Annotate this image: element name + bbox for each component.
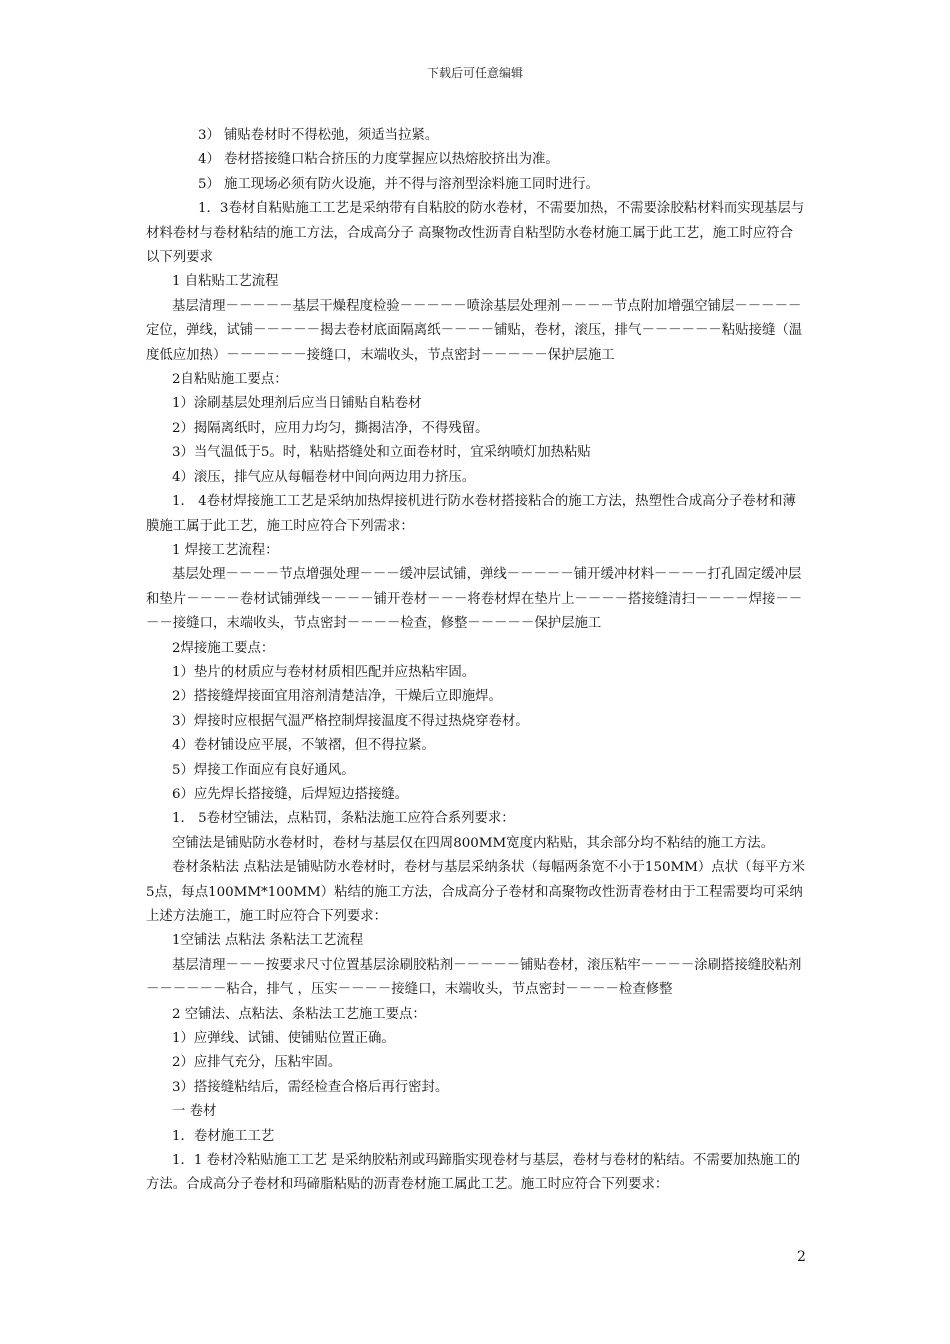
document-body <box>146 124 806 1198</box>
paragraph <box>146 539 806 563</box>
paragraph-text: 基层清理－－－按要求尺寸位置基层涂刷胶粘剂－－－－－铺贴卷材，滚压粘牢－－－－涂刷搭接缝胶粘剂－－－－－－粘合，排气 ，压实－－－－接缝口，末端收头，节点密封－－－－检查修整 <box>146 957 802 998</box>
paragraph-text: 1空铺法 点粘法 条粘法工艺流程 <box>172 933 364 949</box>
paragraph-text: 施工现场必须有防火设施，并不得与溶剂型涂料施工同时进行。 <box>224 176 599 192</box>
item-number: 3） <box>198 128 220 143</box>
paragraph <box>146 832 806 856</box>
page-header: 下载后可任意编辑 <box>426 66 523 80</box>
paragraph <box>146 417 806 441</box>
paragraph <box>146 466 806 490</box>
paragraph-text: 1． 5卷材空铺法，点粘罚，条粘法施工应符合系列要求： <box>172 811 515 827</box>
paragraph <box>146 124 806 148</box>
paragraph <box>146 197 806 270</box>
paragraph <box>146 637 806 661</box>
paragraph-text: 基层清理－－－－－基层干燥程度检验－－－－－喷涂基层处理剂－－－－节点附加增强空铺层－－－－－定位，弹线，试铺－－－－－揭去卷材底面隔离纸－－－－铺贴，卷材，滚压，排气－－－－－－粘贴接缝（温度低应加热）－－－－－－接缝口，末端收头，节点密封－－－－－保护层施工 <box>146 298 803 363</box>
paragraph-text: 1．卷材施工工艺 <box>172 1128 275 1144</box>
paragraph-text: 1 自粘贴工艺流程 <box>172 274 279 290</box>
paragraph <box>146 270 806 294</box>
paragraph-text: 卷材搭接缝口粘合挤压的力度掌握应以热熔胶挤出为准。 <box>224 152 559 168</box>
page-number: 2 <box>797 1249 806 1265</box>
paragraph <box>146 1149 806 1198</box>
paragraph-text: 1． 4卷材焊接施工工艺是采纳加热焊接机进行防水卷材搭接粘合的施工方法，热塑性合成高分子卷材和薄膜施工属于此工艺，施工时应符合下列需求： <box>146 494 796 534</box>
item-number: 1．3 <box>198 201 229 217</box>
paragraph-text: 2自粘贴施工要点： <box>172 372 288 388</box>
paragraph-text: 2）揭隔离纸时，应用力均匀，撕揭洁净，不得残留。 <box>172 420 489 436</box>
paragraph <box>146 1100 806 1124</box>
paragraph <box>146 441 806 465</box>
paragraph-text: 空铺法是铺贴防水卷材时，卷材与基层仅在四周800MM宽度内粘贴，其余部分均不粘结的施工方法。 <box>172 835 774 851</box>
paragraph-text: 1．1 卷材冷粘贴施工工艺 是采纳胶粘剂或玛蹄脂实现卷材与基层，卷材与卷材的粘结。不需要加热施工的方法。合成高分子卷材和玛碲脂粘贴的沥青卷材施工属此工艺。施工时应符合下列要求： <box>146 1153 801 1193</box>
paragraph <box>146 295 806 368</box>
paragraph <box>146 759 806 783</box>
paragraph-text: 5）焊接工作面应有良好通风。 <box>172 762 355 778</box>
paragraph-text: 铺贴卷材时不得松弛，须适当拉紧。 <box>224 128 439 143</box>
paragraph <box>146 783 806 807</box>
paragraph <box>146 148 806 172</box>
paragraph <box>146 563 806 636</box>
paragraph-text: 2 空铺法、点粘法、条粘法工艺施工要点： <box>172 1006 426 1022</box>
paragraph <box>146 710 806 734</box>
item-number: 5） <box>198 176 220 192</box>
paragraph-text: 3）搭接缝粘结后，需经检查合格后再行密封。 <box>172 1079 449 1095</box>
paragraph <box>146 856 806 929</box>
paragraph <box>146 685 806 709</box>
paragraph-text: 卷材条粘法 点粘法是铺贴防水卷材时，卷材与基层采纳条状（每幅两条宽不小于150MM）点状（每平方米5点，每点100MM*100MM）粘结的施工方法，合成高分子卷材和高聚物改性沥青卷材由于工程需要均可采纳上述方法施工，施工时应符合下列要求： <box>146 860 806 924</box>
paragraph-text: 2）应排气充分，压粘牢固。 <box>172 1055 342 1071</box>
paragraph-text: 6）应先焊长搭接缝，后焊短边搭接缝。 <box>172 786 409 802</box>
paragraph <box>146 173 806 197</box>
paragraph-text: 卷材自粘贴施工工艺是采纳带有自粘胶的防水卷材，不需要加热，不需要涂胶粘材料而实现基层与材料卷材与卷材粘结的施工方法，合成高分子 高聚物改性沥青自粘型防水卷材施工属于此工艺，施工时应符合以下列要求 <box>146 201 805 266</box>
paragraph-text: 4）滚压，排气应从每幅卷材中间向两边用力挤压。 <box>172 469 476 485</box>
paragraph-text: 3）焊接时应根据气温严格控制焊接温度不得过热烧穿卷材。 <box>172 713 529 729</box>
paragraph-text: 1 焊接工艺流程： <box>172 542 279 558</box>
paragraph-text: 一 卷材 <box>172 1104 217 1120</box>
paragraph-text: 2）搭接缝焊接面宜用溶剂清楚洁净，干燥后立即施焊。 <box>172 689 502 705</box>
paragraph <box>146 929 806 953</box>
paragraph <box>146 807 806 831</box>
paragraph-text: 基层处理－－－－节点增强处理－－－缓冲层试铺，弹线－－－－－铺开缓冲材料－－－－打孔固定缓冲层和垫片－－－－卷材试铺弹线－－－－铺开卷材－－－将卷材焊在垫片上－－－－搭接缝清扫－－－－焊接－－－－接缝口，末端收头，节点密封－－－－检查，修整－－－－－保护层施工 <box>146 567 803 632</box>
paragraph <box>146 1125 806 1149</box>
paragraph <box>146 1051 806 1075</box>
paragraph-text: 1）垫片的材质应与卷材材质相匹配并应热粘牢固。 <box>172 664 476 680</box>
paragraph-text: 3）当气温低于5。时，粘贴搭缝处和立面卷材时，宜采纳喷灯加热粘贴 <box>172 445 591 461</box>
paragraph <box>146 368 806 392</box>
paragraph-text: 2焊接施工要点： <box>172 640 275 656</box>
paragraph <box>146 392 806 416</box>
paragraph <box>146 1076 806 1100</box>
paragraph <box>146 1027 806 1051</box>
paragraph <box>146 490 806 539</box>
item-number: 4） <box>198 152 220 168</box>
paragraph <box>146 954 806 1003</box>
paragraph-text: 1）涂刷基层处理剂后应当日铺贴自粘卷材 <box>172 396 422 412</box>
paragraph-text: 4）卷材铺设应平展，不皱褶，但不得拉紧。 <box>172 738 435 754</box>
paragraph <box>146 734 806 758</box>
paragraph <box>146 1003 806 1027</box>
paragraph <box>146 661 806 685</box>
paragraph-text: 1）应弹线、试铺、使铺贴位置正确。 <box>172 1031 395 1047</box>
